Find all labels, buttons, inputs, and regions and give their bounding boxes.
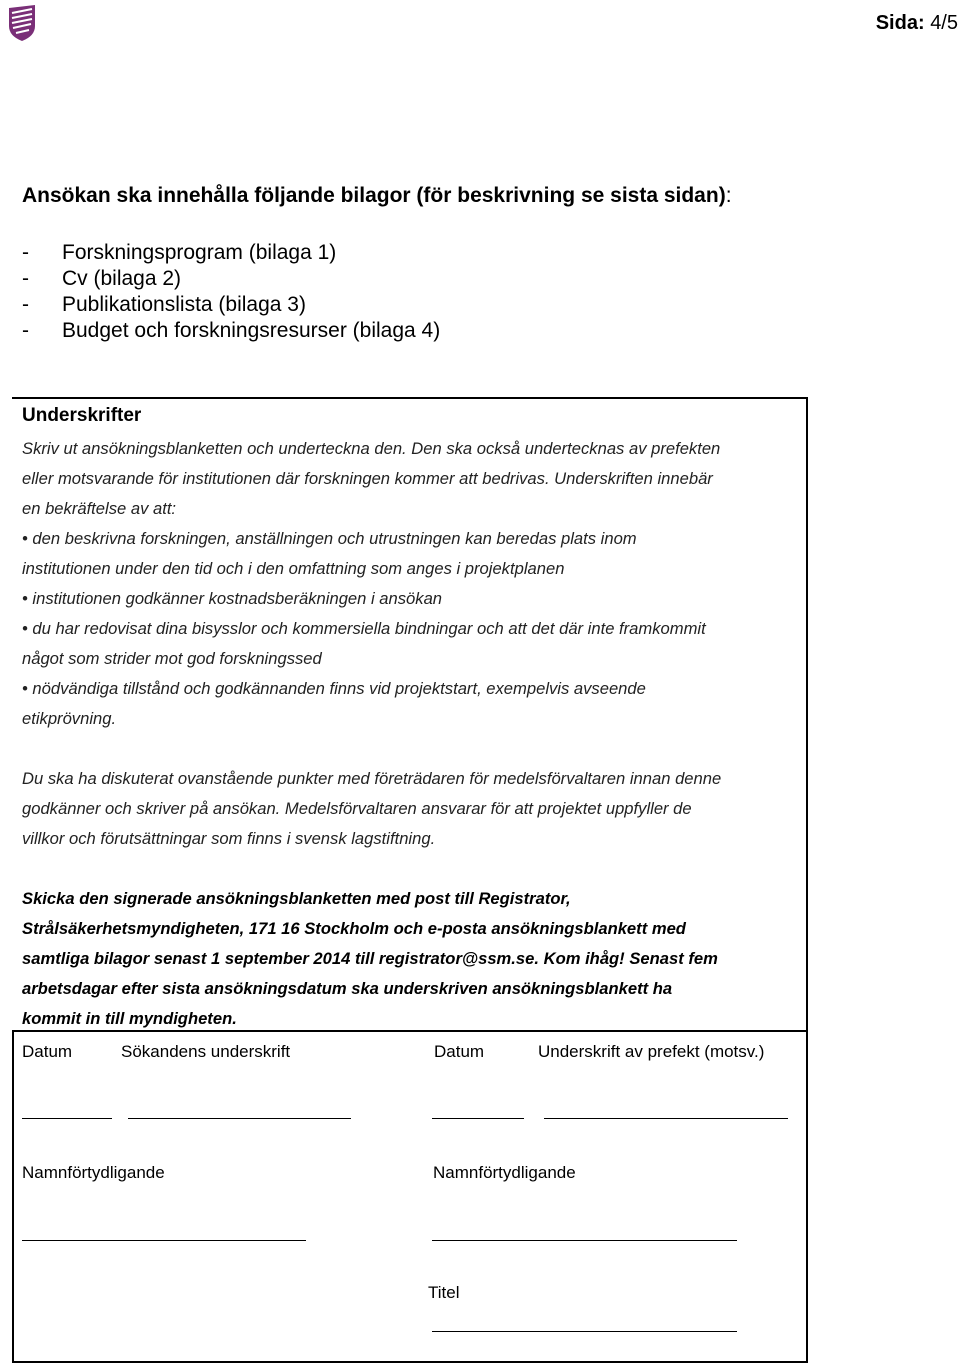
applicant-signature-line[interactable] [128,1118,351,1119]
bullet-line: • institutionen godkänner kostnadsberäkningen i ansökan [22,589,443,608]
name-clarification-label-applicant: Namnförtydligande [22,1163,165,1182]
applicant-signature-label: Sökandens underskrift [121,1042,291,1061]
prefect-signature-line[interactable] [544,1118,788,1119]
bullet-line: • du har redovisat dina bisysslor och kommersiella bindningar och att det där inte framkommit [22,619,706,638]
list-item-text: Publikationslista (bilaga 3) [62,293,306,316]
intro-line: en bekräftelse av att: [22,499,177,518]
send-instruction-line: kommit in till myndigheten. [22,1009,237,1028]
name-clarification-line-prefect[interactable] [432,1240,737,1241]
bullet-line: • den beskrivna forskningen, anställningen och utrustningen kan beredas plats inom [22,529,637,548]
send-instruction-line: arbetsdagar efter sista ansökningsdatum ska underskriven ansökningsblankett ha [22,979,673,998]
list-dash: - [22,293,29,316]
page-number-label: Sida: [875,12,925,34]
section-title: Underskrifter [22,405,142,426]
signature-box-divider [12,1030,808,1032]
list-item-text: Budget och forskningsresurser (bilaga 4) [62,319,441,342]
title-label: Titel [428,1283,460,1302]
list-dash: - [22,241,29,264]
attachments-heading [22,184,732,208]
list-dash: - [22,319,29,342]
attachments-heading-colon: : [725,184,732,207]
attachments-heading-text: Ansökan ska innehålla följande bilagor (för beskrivning se sista sidan) [22,184,726,207]
discuss-line: villkor och förutsättningar som finns i svensk lagstiftning. [22,829,436,848]
list-item [22,267,181,291]
name-clarification-label-prefect: Namnförtydligande [433,1163,576,1182]
send-instruction-line: samtliga bilagor senast 1 september 2014 till registrator@ssm.se. Kom ihåg! Senast fem [22,949,718,968]
discuss-line: Du ska ha diskuterat ovanstående punkter med företrädaren för medelsförvaltaren innan denne [22,769,722,788]
list-dash: - [22,267,29,290]
page-number [876,12,958,35]
list-item [22,293,306,317]
intro-line: Skriv ut ansökningsblanketten och underteckna den. Den ska också undertecknas av prefekten [22,439,721,458]
page-number-value: 4/5 [930,12,958,34]
signature-box-left-border [12,1030,14,1363]
bullet-line: något som strider mot god forskningssed [22,649,322,668]
prefect-signature-label: Underskrift av prefekt (motsv.) [538,1042,765,1061]
list-item [22,241,336,265]
bullet-line: etikprövning. [22,709,117,728]
list-item-text: Cv (bilaga 2) [62,267,182,290]
date-label-prefect: Datum [434,1042,485,1061]
date-line-applicant[interactable] [22,1118,112,1119]
intro-line: eller motsvarande för institutionen där forskningen kommer att bedrivas. Underskriften innebär [22,469,713,488]
shield-logo-icon [7,4,37,42]
date-line-prefect[interactable] [432,1118,524,1119]
list-item [22,319,440,343]
bullet-line: institutionen under den tid och i den omfattning som anges i projektplanen [22,559,565,578]
send-instruction-line: Strålsäkerhetsmyndigheten, 171 16 Stockholm och e-posta ansökningsblankett med [22,919,686,938]
discuss-line: godkänner och skriver på ansökan. Medelsförvaltaren ansvarar för att projektet uppfyller de [22,799,692,818]
name-clarification-line-applicant[interactable] [22,1240,306,1241]
title-line[interactable] [432,1331,737,1332]
list-item-text: Forskningsprogram (bilaga 1) [62,241,337,264]
date-label-applicant: Datum [22,1042,73,1061]
send-instruction-line: Skicka den signerade ansökningsblanketten med post till Registrator, [22,889,571,908]
bullet-line: • nödvändiga tillstånd och godkännanden finns vid projektstart, exempelvis avseende [22,679,646,698]
